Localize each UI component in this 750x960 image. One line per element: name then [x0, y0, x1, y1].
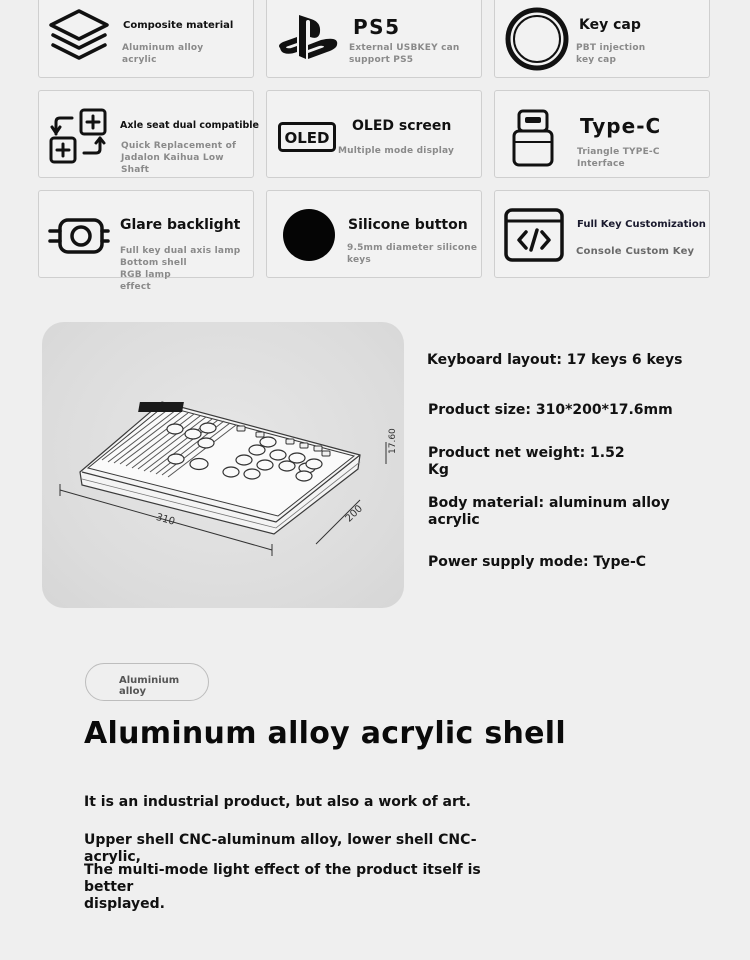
backlight-lamp-icon — [48, 215, 110, 257]
playstation-logo-icon — [277, 12, 341, 62]
feature-card-full-key-customization — [494, 190, 710, 278]
section-headline: Aluminum alloy acrylic shell — [84, 716, 566, 751]
feature-title: Glare backlight — [120, 217, 241, 233]
dimension-length-label: 310 — [154, 511, 177, 528]
feature-card-type-c — [494, 90, 710, 178]
feature-title: OLED screen — [352, 118, 452, 134]
black-circle-button-icon — [282, 208, 336, 262]
feature-title: Composite material — [123, 20, 234, 31]
feature-title: Key cap — [579, 17, 641, 33]
description-paragraph: Upper shell CNC-aluminum alloy, lower shell CNC-acrylic, — [84, 832, 477, 865]
feature-subtitle: Quick Replacement of Jadalon Kaihua Low Shaft — [121, 141, 237, 175]
feature-title: PS5 — [353, 15, 401, 39]
feature-subtitle: Full key dual axis lamp Bottom shell RGB lamp effect — [120, 246, 241, 292]
feature-subtitle: External USBKEY can support PS5 — [349, 43, 460, 65]
feature-card-silicone-button — [266, 190, 482, 278]
keycap-ring-icon — [505, 7, 569, 71]
spec-net-weight: Product net weight: 1.52 Kg — [428, 445, 625, 478]
feature-card-oled-screen — [266, 90, 482, 178]
spec-power-supply: Power supply mode: Type-C — [428, 554, 647, 570]
oled-badge-icon — [278, 122, 336, 152]
feature-subtitle: PBT injection key cap — [576, 43, 646, 65]
spec-body-material: Body material: aluminum alloy acrylic — [428, 495, 670, 528]
feature-card-key-cap — [494, 0, 710, 78]
description-paragraph: The multi-mode light effect of the product itself is better displayed. — [84, 862, 481, 912]
feature-title: Full Key Customization — [577, 219, 706, 230]
material-tag-pill — [85, 663, 209, 701]
material-tag-label: Aluminium alloy — [119, 675, 180, 697]
svg-text:OLED: OLED — [284, 129, 330, 147]
feature-card-axle-seat — [38, 90, 259, 178]
feature-subtitle: Multiple mode display — [338, 146, 455, 156]
feature-title: Type-C — [580, 114, 662, 138]
feature-subtitle: Aluminum alloy acrylic — [122, 43, 204, 65]
swap-plus-icon — [48, 107, 110, 165]
product-drawing-panel — [42, 322, 404, 608]
dimension-width-label: 200 — [343, 503, 366, 525]
feature-card-glare-backlight — [38, 190, 254, 292]
spec-keyboard-layout: Keyboard layout: 17 keys 6 keys — [427, 352, 683, 368]
layers-icon — [49, 9, 109, 61]
spec-product-size: Product size: 310*200*17.6mm — [428, 402, 673, 418]
code-window-icon — [504, 208, 564, 262]
feature-card-composite-material — [38, 0, 254, 78]
description-paragraph: It is an industrial product, but also a work of art. — [84, 794, 471, 810]
feature-title: Axle seat dual compatible — [120, 120, 259, 131]
controller-dimension-drawing — [42, 322, 404, 608]
feature-subtitle: Console Custom Key — [576, 246, 695, 257]
feature-card-ps5 — [266, 0, 482, 78]
usb-c-connector-icon — [511, 108, 555, 168]
feature-subtitle: 9.5mm diameter silicone keys — [347, 243, 478, 265]
feature-subtitle: Triangle TYPE-C Interface — [577, 147, 660, 169]
feature-title: Silicone button — [348, 217, 468, 233]
dimension-height-label: 17.60 — [388, 428, 398, 454]
